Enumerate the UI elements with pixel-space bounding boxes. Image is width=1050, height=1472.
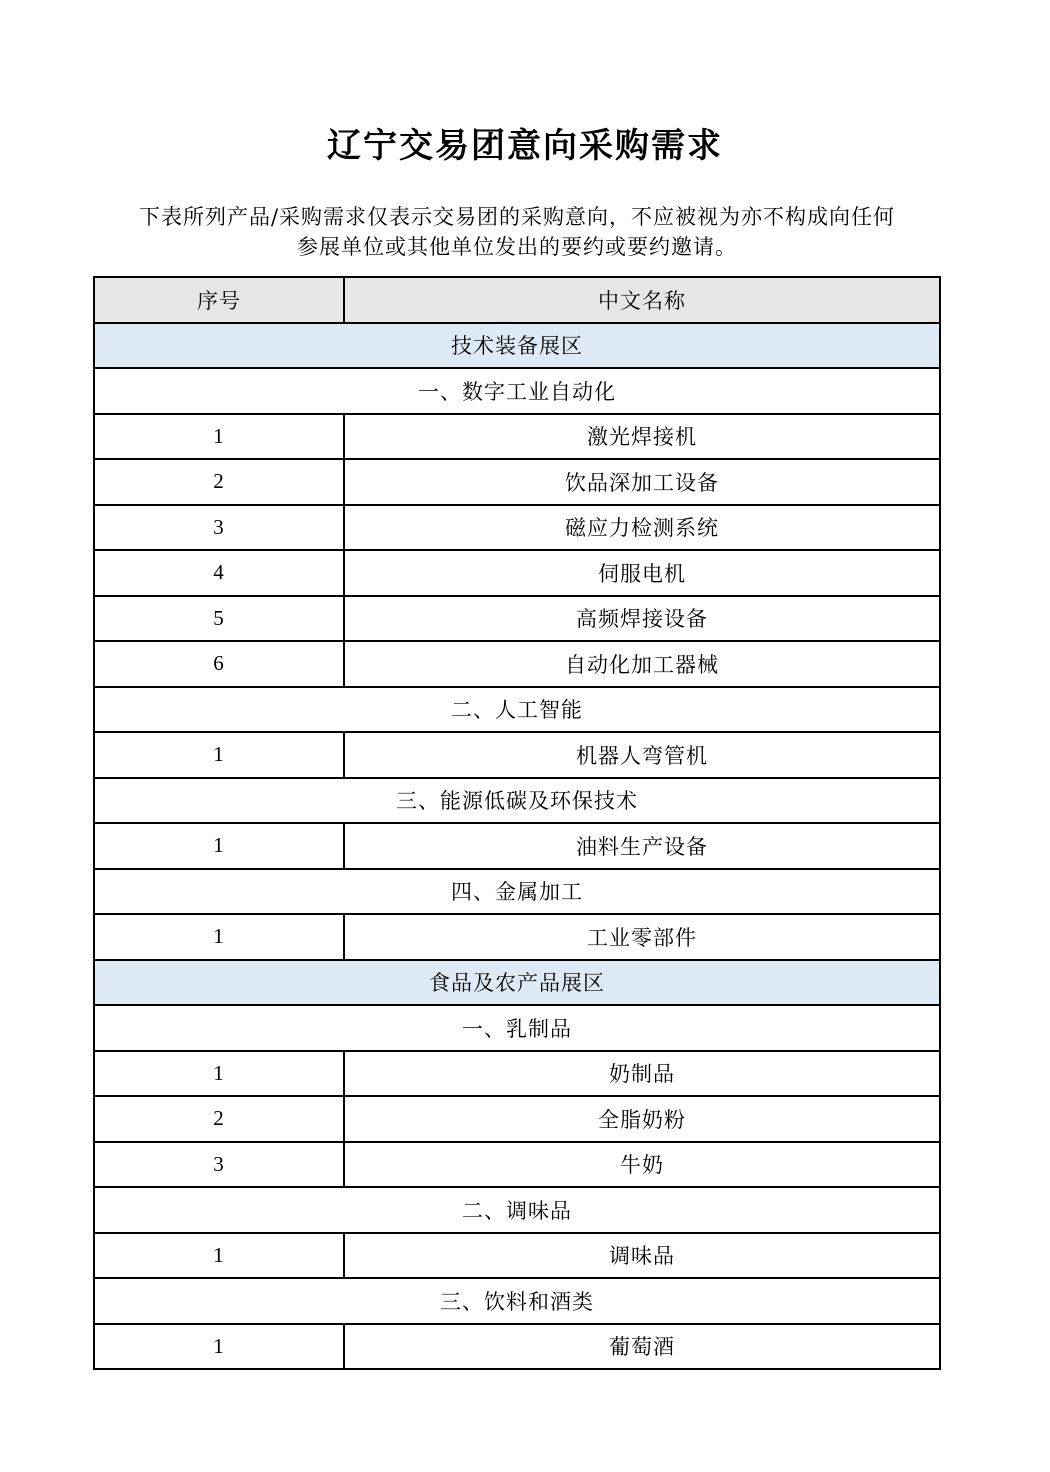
item-name: 油料生产设备	[344, 823, 940, 869]
category-row	[94, 1005, 940, 1051]
item-name: 高频焊接设备	[344, 596, 940, 642]
table-row	[94, 596, 940, 642]
item-serial-no: 1	[94, 823, 344, 869]
zone-row	[94, 323, 940, 369]
header-chinese-name: 中文名称	[344, 277, 940, 323]
category-label: 一、乳制品	[94, 1005, 940, 1051]
item-name: 磁应力检测系统	[344, 505, 940, 551]
table-row	[94, 823, 940, 869]
table-row	[94, 459, 940, 505]
item-serial-no: 1	[94, 1233, 344, 1279]
category-row	[94, 1278, 940, 1324]
intro-line-2: 参展单位或其他单位发出的要约或要约邀请。	[297, 235, 737, 259]
item-serial-no: 2	[94, 1096, 344, 1142]
category-label: 二、人工智能	[94, 687, 940, 733]
category-row	[94, 778, 940, 824]
category-label: 三、饮料和酒类	[94, 1278, 940, 1324]
zone-label: 技术装备展区	[94, 323, 940, 369]
category-row	[94, 687, 940, 733]
intro-disclaimer	[92, 202, 942, 262]
table-row	[94, 914, 940, 960]
item-serial-no: 1	[94, 1051, 344, 1097]
zone-label: 食品及农产品展区	[94, 960, 940, 1006]
category-label: 四、金属加工	[94, 869, 940, 915]
item-serial-no: 1	[94, 914, 344, 960]
item-serial-no: 3	[94, 505, 344, 551]
item-name: 葡萄酒	[344, 1324, 940, 1370]
item-serial-no: 6	[94, 641, 344, 687]
category-row	[94, 368, 940, 414]
procurement-table	[93, 276, 941, 1370]
table-row	[94, 732, 940, 778]
item-serial-no: 2	[94, 459, 344, 505]
page-title: 辽宁交易团意向采购需求	[327, 126, 723, 166]
item-name: 工业零部件	[344, 914, 940, 960]
item-name: 饮品深加工设备	[344, 459, 940, 505]
zone-row	[94, 960, 940, 1006]
item-serial-no: 5	[94, 596, 344, 642]
category-label: 二、调味品	[94, 1187, 940, 1233]
intro-line-1: 下表所列产品/采购需求仅表示交易团的采购意向，不应被视为亦不构成向任何	[138, 205, 896, 229]
item-serial-no: 1	[94, 1324, 344, 1370]
item-name: 牛奶	[344, 1142, 940, 1188]
item-name: 激光焊接机	[344, 414, 940, 460]
table-header-row	[94, 277, 940, 323]
item-name: 自动化加工器械	[344, 641, 940, 687]
item-name: 机器人弯管机	[344, 732, 940, 778]
category-label: 一、数字工业自动化	[94, 368, 940, 414]
item-name: 调味品	[344, 1233, 940, 1279]
table-row	[94, 1096, 940, 1142]
table-row	[94, 414, 940, 460]
category-row	[94, 869, 940, 915]
item-serial-no: 1	[94, 414, 344, 460]
item-serial-no: 4	[94, 550, 344, 596]
item-serial-no: 1	[94, 732, 344, 778]
item-name: 奶制品	[344, 1051, 940, 1097]
table-row	[94, 550, 940, 596]
item-serial-no: 3	[94, 1142, 344, 1188]
item-name: 伺服电机	[344, 550, 940, 596]
category-row	[94, 1187, 940, 1233]
table-row	[94, 505, 940, 551]
category-label: 三、能源低碳及环保技术	[94, 778, 940, 824]
table-row	[94, 1142, 940, 1188]
table-row	[94, 1324, 940, 1370]
table-row	[94, 1233, 940, 1279]
header-serial-no: 序号	[94, 277, 344, 323]
item-name: 全脂奶粉	[344, 1096, 940, 1142]
table-row	[94, 641, 940, 687]
table-row	[94, 1051, 940, 1097]
